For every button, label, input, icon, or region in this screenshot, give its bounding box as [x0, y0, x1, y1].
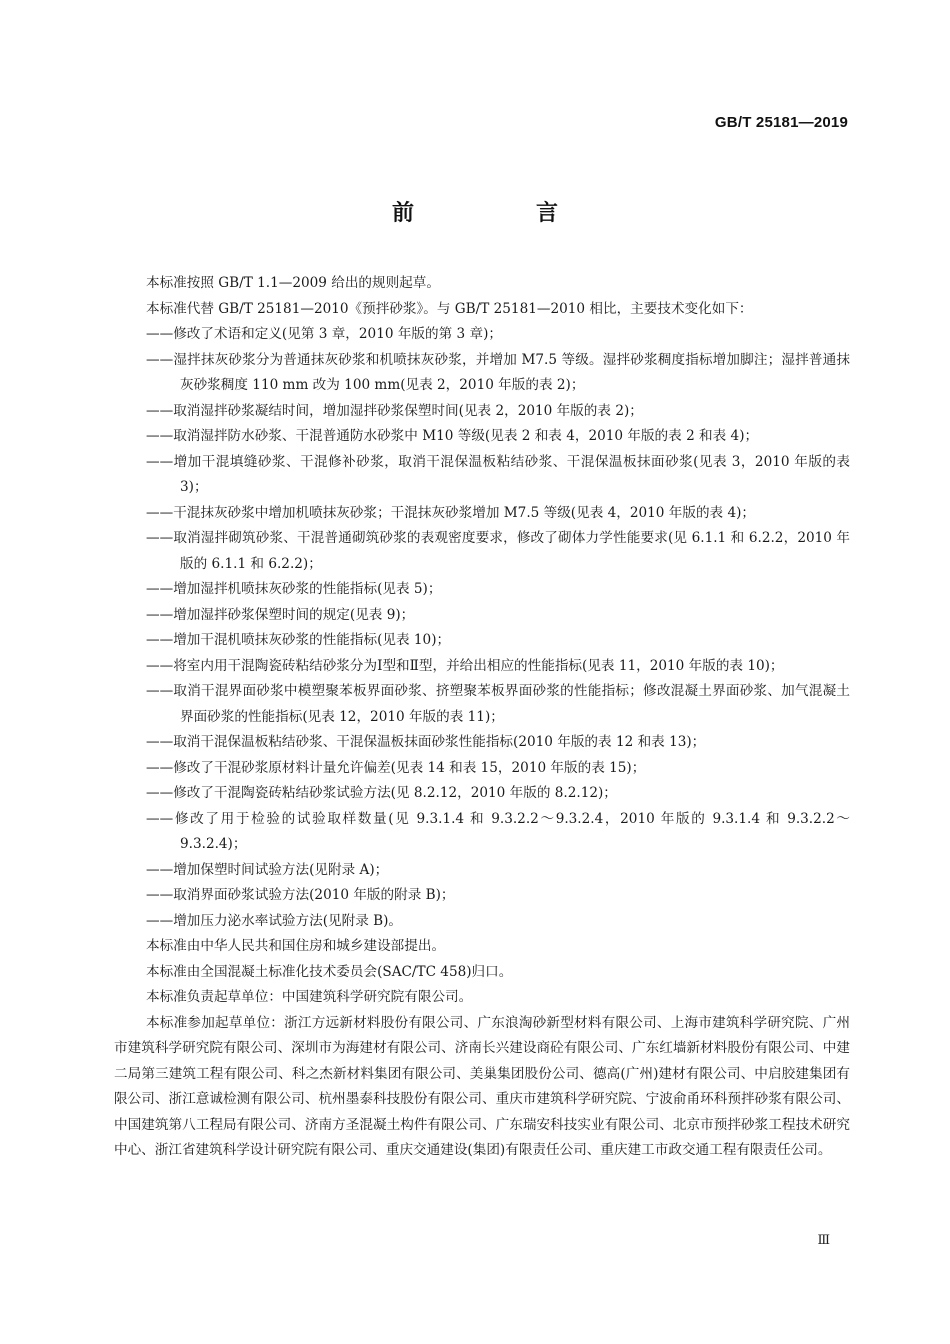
- closing-paragraph: 本标准由全国混凝土标准化技术委员会(SAC/TC 458)归口。: [146, 963, 513, 980]
- intro-paragraph: 本标准代替 GB/T 25181—2010《预拌砂浆》。与 GB/T 25181—2010 相比，主要技术变化如下：: [146, 300, 753, 317]
- change-item: ——增加湿拌砂浆保塑时间的规定(见表 9)；: [146, 606, 415, 623]
- change-item: ——修改了用于检验的试验取样数量(见 9.3.1.4 和 9.3.2.2～9.3.2.4，2010 年版的 9.3.1.4 和 9.3.2.2～9.3.2.4)；: [146, 810, 850, 852]
- change-item: ——增加压力泌水率试验方法(见附录 B)。: [146, 912, 403, 929]
- page-title: 前 言: [391, 201, 608, 226]
- closing-paragraph: 本标准参加起草单位：浙江方远新材料股份有限公司、广东浪淘砂新型材料有限公司、上海市建筑科学研究院、广州市建筑科学研究院有限公司、深圳市为海建材有限公司、济南长兴建设商砼有限公司、广东红墙新材料股份有限公司、中建二局第三建筑工程有限公司、科之杰新材料集团有限公司、美巢集团股份公司、德高(广州)建材有限公司、中启胶建集团有限公司、浙江意诚检测有限公司、杭州墨泰科技股份有限公司、重庆市建筑科学研究院、宁波俞甬环科预拌砂浆有限公司、中国建筑第八工程局有限公司、济南方圣混凝土构件有限公司、广东瑞安科技实业有限公司、北京市预拌砂浆工程技术研究中心、浙江省建筑科学设计研究院有限公司、重庆交通建设(集团)有限责任公司、重庆建工市政交通工程有限责任公司。: [114, 1014, 850, 1158]
- change-item: ——干混抹灰砂浆中增加机喷抹灰砂浆；干混抹灰砂浆增加 M7.5 等级(见表 4，2010 年版的表 4)；: [146, 504, 756, 521]
- intro-paragraph: 本标准按照 GB/T 1.1—2009 给出的规则起草。: [146, 275, 440, 291]
- standard-code: GB/T 25181—2019: [714, 114, 848, 131]
- change-item: ——取消湿拌砂浆凝结时间，增加湿拌砂浆保塑时间(见表 2，2010 年版的表 2)；: [146, 402, 643, 419]
- change-item: ——修改了干混陶瓷砖粘结砂浆试验方法(见 8.2.12，2010 年版的 8.2.12)；: [146, 785, 617, 801]
- change-item: ——增加干混填缝砂浆、干混修补砂浆，取消干混保温板粘结砂浆、干混保温板抹面砂浆(见表 3，2010 年版的表 3)；: [146, 453, 850, 495]
- change-item: ——取消湿拌防水砂浆、干混普通防水砂浆中 M10 等级(见表 2 和表 4，2010 年版的表 2 和表 4)；: [146, 428, 759, 444]
- page-number: Ⅲ: [817, 1233, 830, 1248]
- change-item: ——湿拌抹灰砂浆分为普通抹灰砂浆和机喷抹灰砂浆，并增加 M7.5 等级。湿拌砂浆稠度指标增加脚注；湿拌普通抹灰砂浆稠度 110 mm 改为 100 mm(见表 2，2010 年版的表 2)；: [146, 351, 850, 393]
- foreword-body: [114, 271, 850, 1164]
- change-item: ——取消干混保温板粘结砂浆、干混保温板抹面砂浆性能指标(2010 年版的表 12 和表 13)；: [146, 734, 706, 750]
- closing-paragraph: 本标准负责起草单位：中国建筑科学研究院有限公司。: [146, 989, 473, 1005]
- change-item: ——取消湿拌砌筑砂浆、干混普通砌筑砂浆的表观密度要求，修改了砌体力学性能要求(见 6.1.1 和 6.2.2，2010 年版的 6.1.1 和 6.2.2)；: [146, 530, 850, 572]
- change-item: ——增加湿拌机喷抹灰砂浆的性能指标(见表 5)；: [146, 581, 442, 597]
- change-item: ——取消干混界面砂浆中模塑聚苯板界面砂浆、挤塑聚苯板界面砂浆的性能指标；修改混凝土界面砂浆、加气混凝土界面砂浆的性能指标(见表 12，2010 年版的表 11)；: [146, 683, 850, 725]
- change-item: ——将室内用干混陶瓷砖粘结砂浆分为Ⅰ型和Ⅱ型，并给出相应的性能指标(见表 11，2010 年版的表 10)；: [146, 657, 784, 674]
- change-item: ——修改了干混砂浆原材料计量允许偏差(见表 14 和表 15，2010 年版的表 15)；: [146, 759, 646, 776]
- closing-paragraph: 本标准由中华人民共和国住房和城乡建设部提出。: [146, 938, 446, 954]
- change-item: ——取消界面砂浆试验方法(2010 年版的附录 B)；: [146, 887, 455, 903]
- change-item: ——增加干混机喷抹灰砂浆的性能指标(见表 10)；: [146, 632, 451, 648]
- change-item: ——修改了术语和定义(见第 3 章，2010 年版的第 3 章)；: [146, 326, 502, 342]
- change-item: ——增加保塑时间试验方法(见附录 A)；: [146, 861, 389, 878]
